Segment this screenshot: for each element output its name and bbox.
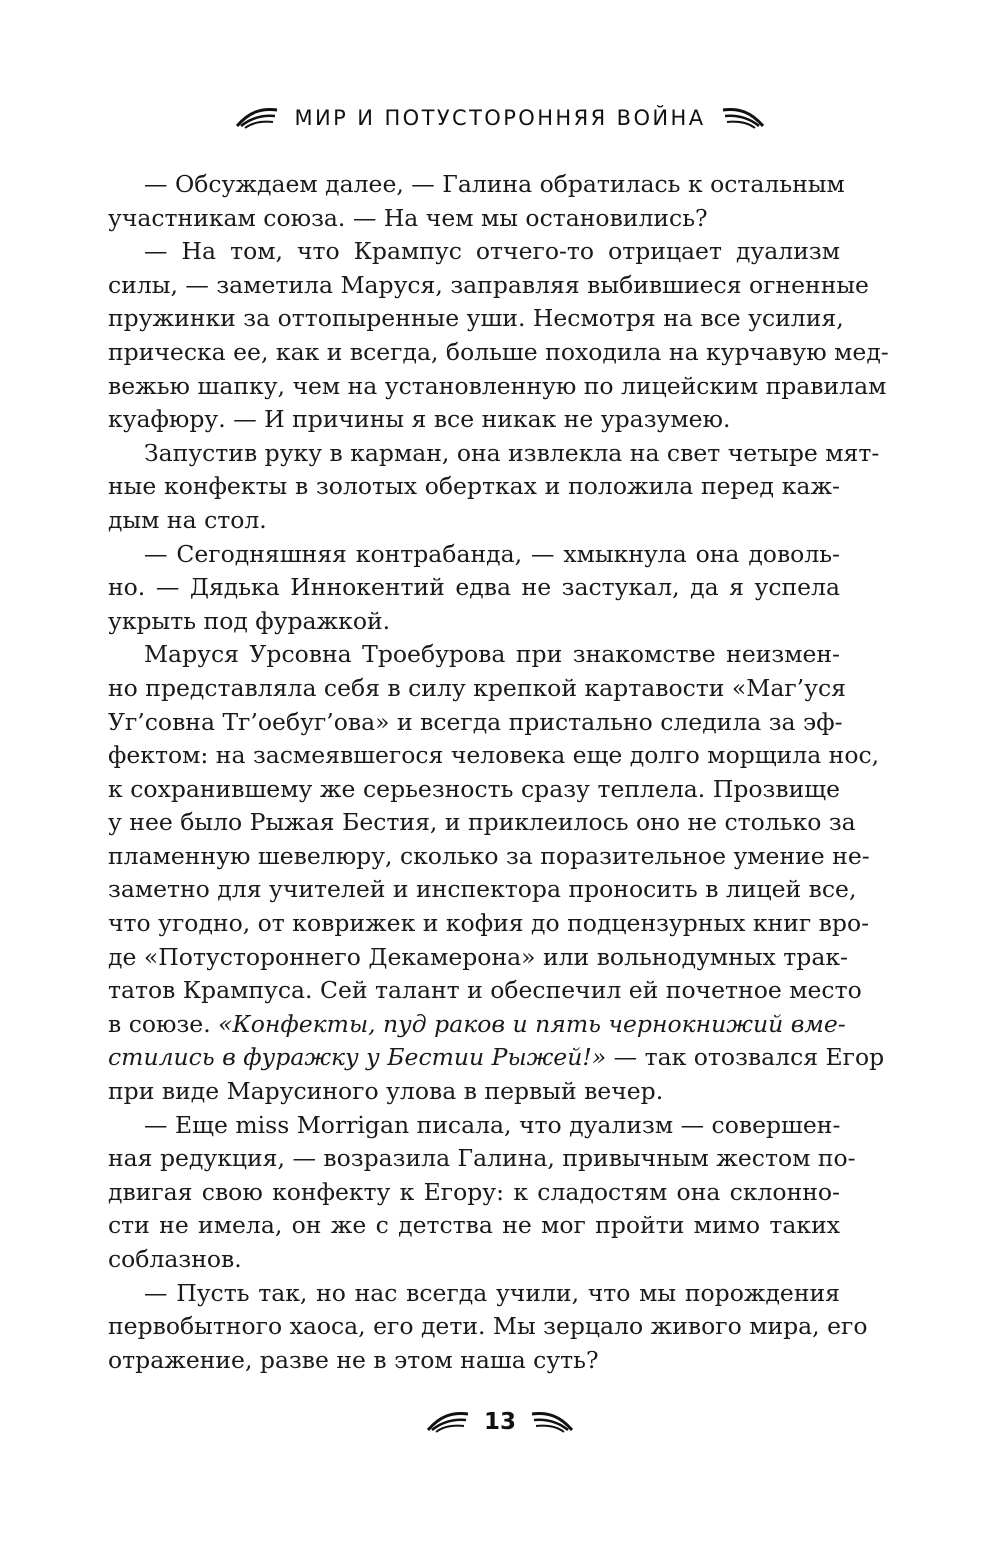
running-header: [0, 104, 1000, 132]
text-line: татов Крампуса. Сей талант и обеспечил ей почетное место: [108, 976, 862, 1005]
text-line: — Обсуждаем далее, — Галина обратилась к остальным: [144, 170, 845, 198]
italic-quote: стились в фуражку у Бестии Рыжей!»: [108, 1043, 607, 1072]
text-line: ная редукция, — возразила Галина, привычным жестом по-: [108, 1144, 856, 1173]
text-line: заметно для учителей и инспектора проносить в лицей все,: [108, 875, 857, 904]
text-line-mixed: [108, 1041, 885, 1075]
swash-ornament-right-icon: [721, 104, 765, 132]
text-line: ные конфекты в золотых обертках и положила перед каж-: [108, 472, 840, 501]
text-line: при виде Марусиного улова в первый вечер.: [108, 1077, 664, 1106]
text-line: Уг’совна Тг’оебуг’ова» и всегда пристально следила за эф-: [108, 707, 843, 736]
text-line: пружинки за оттопыренные уши. Несмотря на все усилия,: [108, 304, 844, 333]
text-line: но представляла себя в силу крепкой картавости «Маг’уся: [108, 673, 846, 702]
text-line: соблазнов.: [108, 1245, 242, 1273]
text-line: участникам союза. — На чем мы остановились?: [108, 203, 708, 232]
italic-quote: «Конфекты, пуд раков и пять чернокнижий вме-: [218, 1009, 846, 1038]
text-line: силы, — заметила Маруся, заправляя выбившиеся огненные: [108, 270, 869, 299]
text-line: но. — Дядька Иннокентий едва не застукал, да я успела: [108, 573, 840, 602]
text-line: у нее было Рыжая Бестия, и приклеилось оно не столько за: [108, 808, 856, 837]
page-number: 13: [483, 1409, 516, 1435]
swash-ornament-left-icon: [235, 104, 279, 132]
text-span: в союзе.: [108, 1009, 219, 1038]
text-line: Запустив руку в карман, она извлекла на свет четыре мят-: [144, 438, 880, 467]
text-line: сти не имела, он же с детства не мог пройти мимо таких: [108, 1211, 840, 1240]
text-line: первобытного хаоса, его дети. Мы зерцало живого мира, его: [108, 1312, 868, 1341]
running-title: МИР И ПОТУСТОРОННЯЯ ВОЙНА: [294, 106, 706, 130]
text-line: фектом: на засмеявшегося человека еще долго морщила нос,: [108, 741, 880, 770]
text-span: — так отозвался Егор: [606, 1043, 885, 1072]
text-line-mixed: [108, 1008, 846, 1042]
text-line: что угодно, от коврижек и кофия до подцензурных книг вро-: [108, 909, 870, 938]
text-line: пламенную шевелюру, сколько за поразительное умение не-: [108, 841, 870, 870]
text-line: к сохранившему же серьезность сразу теплела. Прозвище: [108, 774, 840, 803]
page-footer: [0, 1408, 1000, 1436]
text-line: куафюру. — И причины я все никак не уразумею.: [108, 405, 731, 434]
text-line: прическа ее, как и всегда, больше походила на курчавую мед-: [108, 337, 889, 366]
text-line: дым на стол.: [108, 505, 267, 534]
swash-ornament-left-icon: [426, 1408, 470, 1436]
text-line: де «Потустороннего Декамерона» или вольнодумных трак-: [108, 942, 848, 971]
swash-ornament-right-icon: [530, 1408, 574, 1436]
text-line: двигая свою конфекту к Егору: к сладостям она склонно-: [108, 1177, 840, 1206]
text-line: — Еще miss Morrigan писала, что дуализм — совершен-: [144, 1110, 841, 1139]
text-line: — Сегодняшняя контрабанда, — хмыкнула она доволь-: [144, 539, 840, 568]
text-line: вежью шапку, чем на установленную по лицейским правилам: [108, 371, 887, 400]
text-line: отражение, разве не в этом наша суть?: [108, 1345, 599, 1374]
text-line: — Пусть так, но нас всегда учили, что мы порождения: [144, 1278, 840, 1307]
text-line: укрыть под фуражкой.: [108, 606, 391, 635]
text-line: — На том, что Крампус отчего-то отрицает дуализм: [144, 237, 840, 266]
body-text: [108, 168, 889, 1377]
text-line: Маруся Урсовна Троебурова при знакомстве неизмен-: [144, 640, 840, 669]
